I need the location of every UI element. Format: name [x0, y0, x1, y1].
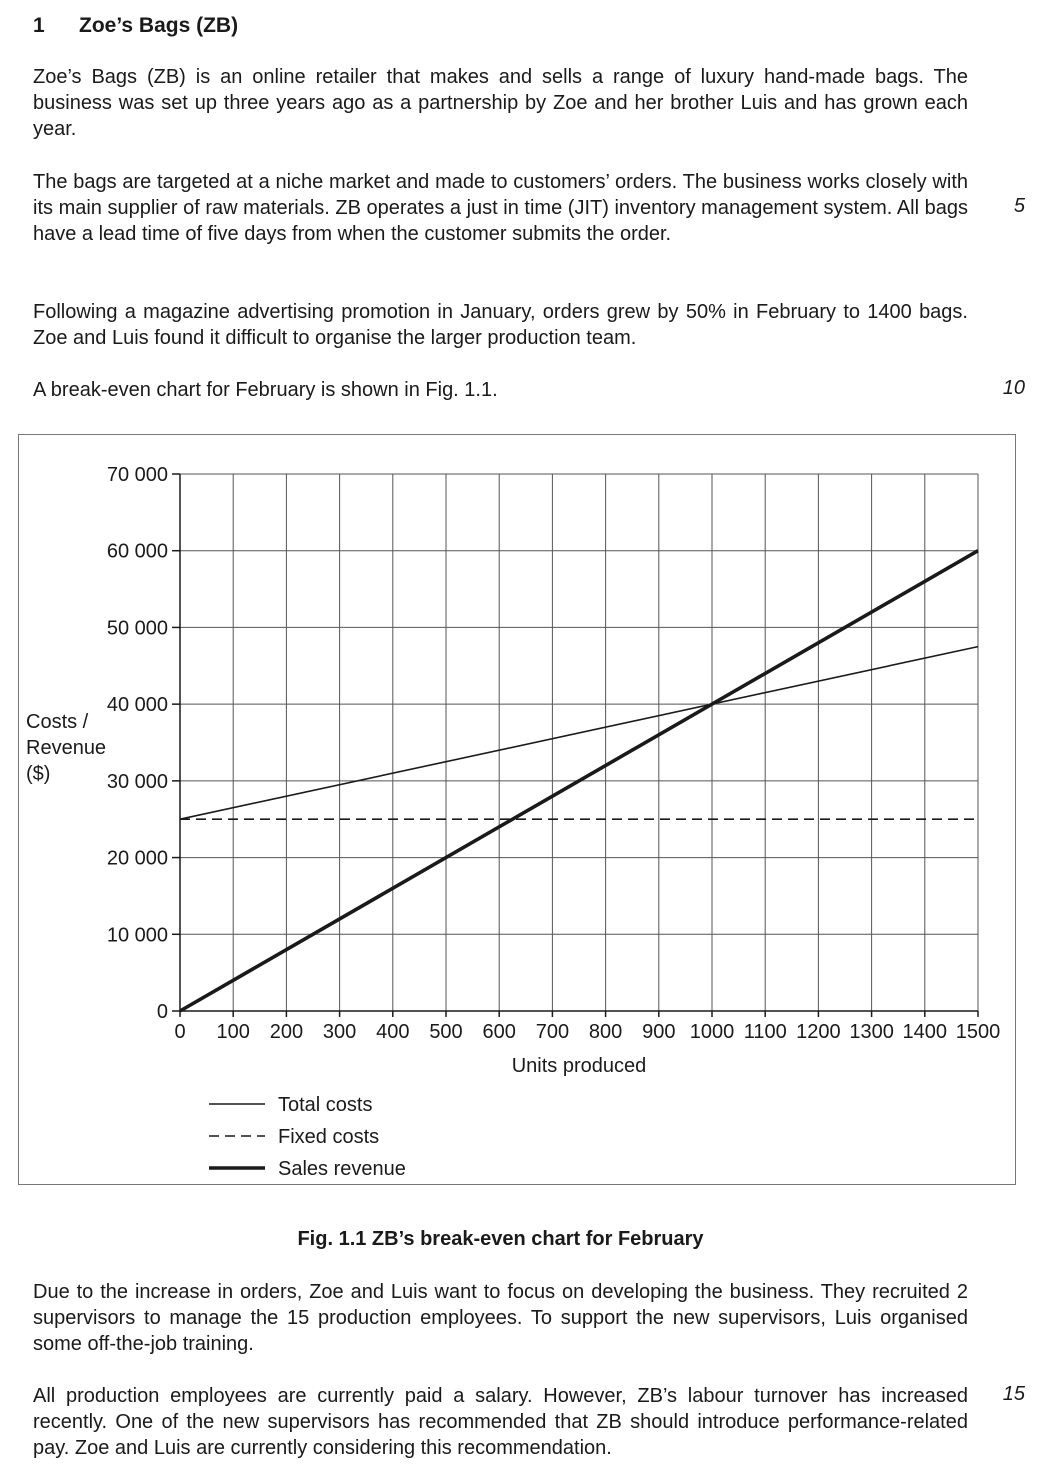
y-tick-label: 50 000 [106, 617, 168, 640]
line-number-15: 15 [1002, 1383, 1025, 1405]
x-tick-label: 600 [482, 1021, 516, 1043]
x-tick-label: 1000 [689, 1021, 735, 1043]
paragraph-chart-intro: A break-even chart for February is shown in Fig. 1.1. [33, 379, 498, 401]
line-number-5: 5 [1013, 195, 1025, 217]
x-tick-label: 0 [174, 1021, 186, 1043]
paragraph-supervisors: Due to the increase in orders, Zoe and Luis want to focus on developing the business. They recruited 2 supervisors to manage the 15 production employees. To support the new supervisors, Luis organised some off-the-job training. [33, 1281, 968, 1355]
line-number-10: 10 [1002, 377, 1025, 399]
x-axis-label: Units produced [511, 1055, 647, 1077]
y-tick-label: 30 000 [106, 770, 168, 793]
x-tick-label: 100 [216, 1021, 250, 1043]
figure-caption: Fig. 1.1 ZB’s break-even chart for February [297, 1228, 704, 1250]
x-tick-label: 300 [322, 1021, 357, 1043]
y-tick-label: 60 000 [106, 540, 168, 563]
x-tick-label: 1100 [743, 1021, 787, 1043]
y-tick-label: 40 000 [106, 694, 168, 717]
question-number: 1 [33, 14, 45, 37]
y-axis-label: Costs / Revenue ($) [26, 711, 107, 785]
x-tick-label: 1500 [955, 1021, 1001, 1043]
paragraph-intro: Zoe’s Bags (ZB) is an online retailer that makes and sells a range of luxury hand-made bags. The business was set up three years ago as a partnership by Zoe and her brother Luis and has grown each year. [33, 66, 968, 140]
x-tick-label: 500 [429, 1021, 463, 1043]
paragraph-jit: The bags are targeted at a niche market and made to customers’ orders. The business works closely with its main supplier of raw materials. ZB operates a just in time (JIT) inventory management system. All bags have a lead time of five days from when the customer submits the order. [33, 171, 968, 245]
x-tick-label: 800 [588, 1021, 623, 1043]
question-title: Zoe’s Bags (ZB) [79, 14, 239, 37]
paragraph-promotion: Following a magazine advertising promotion in January, orders grew by 50% in February to 1400 bags. Zoe and Luis found it difficult to organise the larger production team. [33, 301, 968, 349]
x-tick-label: 700 [535, 1021, 570, 1043]
x-tick-label: 1400 [902, 1021, 948, 1043]
x-tick-label: 400 [376, 1021, 410, 1043]
x-tick-label: 200 [269, 1021, 304, 1043]
legend-label: Total costs [278, 1094, 373, 1116]
legend-label: Fixed costs [278, 1126, 380, 1148]
paragraph-pay: All production employees are currently paid a salary. However, ZB’s labour turnover has increased recently. One of the new supervisors has recommended that ZB should introduce performance-related pay. Zoe and Luis are currently considering this recommendation. [33, 1385, 968, 1459]
x-tick-label: 1200 [796, 1021, 841, 1043]
x-tick-label: 1300 [849, 1021, 894, 1043]
total-costs-line [180, 647, 978, 820]
x-tick-label: 900 [642, 1021, 676, 1043]
y-tick-label: 70 000 [106, 464, 168, 486]
legend-label: Sales revenue [278, 1158, 406, 1180]
y-tick-label: 20 000 [106, 847, 168, 870]
y-tick-label: 0 [156, 1001, 168, 1023]
y-tick-label: 10 000 [106, 924, 168, 947]
